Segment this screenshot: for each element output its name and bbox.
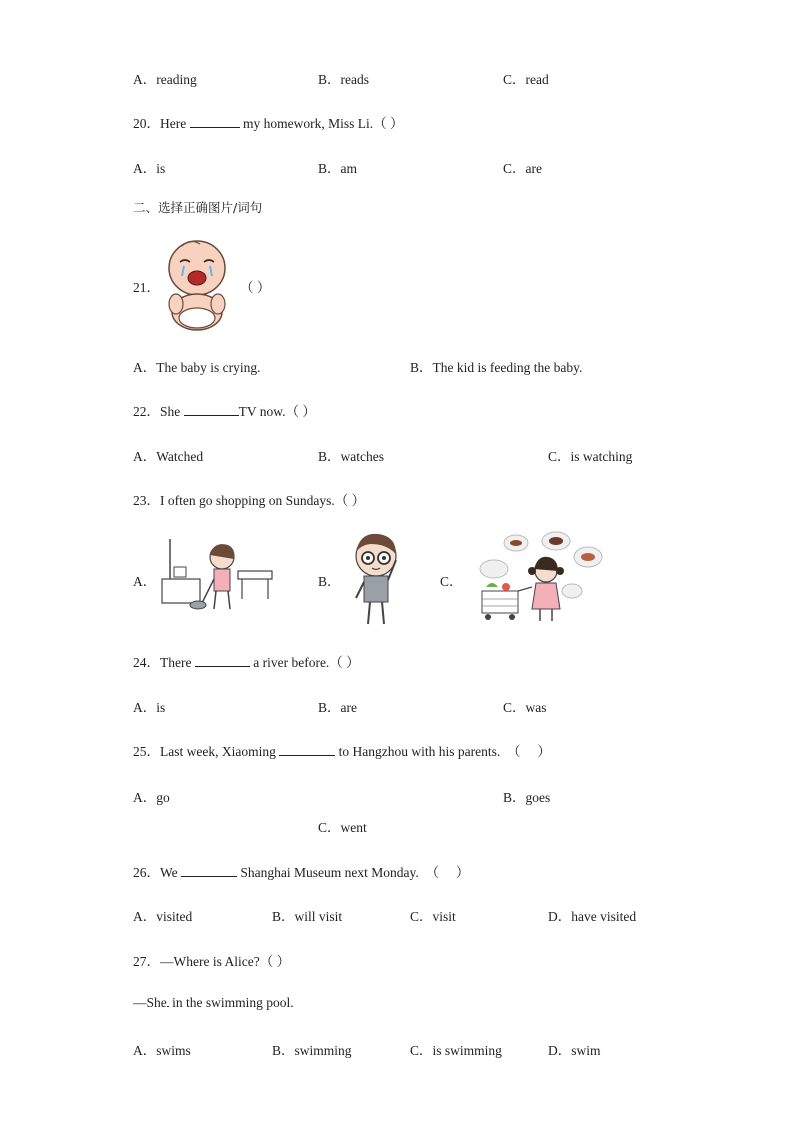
q23-option-b-label: B． — [318, 574, 341, 589]
q24-number: 24． — [133, 655, 160, 670]
crying-baby-icon — [160, 234, 234, 332]
q21-number: 21． — [133, 280, 160, 295]
q27-line2-before: —She — [133, 995, 167, 1010]
q27-option-c: C．is swimming — [410, 1043, 502, 1058]
q24-text-before: There — [160, 655, 195, 670]
q19-option-a: A．reading — [133, 72, 197, 87]
q20-option-b: B．am — [318, 161, 357, 176]
section-2-title: 二、选择正确图片/词句 — [133, 200, 263, 215]
q26-question — [133, 861, 469, 881]
q21-option-b: B．The kid is feeding the baby. — [410, 360, 583, 375]
q22-option-c: C．is watching — [548, 449, 633, 464]
q25-question — [133, 740, 551, 760]
q27-option-d: D．swim — [548, 1043, 601, 1058]
q27-option-a: A．swims — [133, 1043, 191, 1058]
q21-answer-paren: （ ） — [240, 280, 271, 295]
q22-number: 22． — [133, 404, 160, 419]
q20-text-after: my homework, Miss Li.（ ） — [239, 116, 404, 131]
q26-option-c: C．visit — [410, 909, 456, 924]
q27-answer-line — [133, 994, 294, 1011]
q24-option-b: B．are — [318, 700, 357, 715]
q20-option-a: A．is — [133, 161, 166, 176]
q23-option-c-label: C． — [440, 574, 463, 589]
q26-text-before: We — [160, 865, 182, 880]
q23-text: I often go shopping on Sundays.（ ） — [160, 493, 366, 508]
q26-option-a: A．visited — [133, 909, 193, 924]
q22-question — [133, 400, 316, 420]
q26-number: 26． — [133, 865, 160, 880]
q24-option-c: C．was — [503, 700, 547, 715]
q25-option-c: C．went — [318, 820, 367, 835]
q23-question — [133, 489, 365, 509]
q25-blank — [279, 743, 335, 756]
q23-number: 23． — [133, 493, 160, 508]
q25-option-a: A．go — [133, 790, 170, 805]
q19-option-b: B．reads — [318, 72, 369, 87]
boy-thinking-icon — [346, 530, 408, 628]
q27-option-b: B．swimming — [272, 1043, 352, 1058]
q24-question — [133, 651, 360, 671]
girl-shopping-icon — [472, 527, 608, 625]
q26-text-after: Shanghai Museum next Monday. （ ） — [237, 865, 470, 880]
q22-blank — [184, 403, 239, 416]
q26-option-b: B．will visit — [272, 909, 343, 924]
q25-option-b: B．goes — [503, 790, 551, 805]
q27-text: —Where is Alice?（ ） — [160, 954, 291, 969]
girl-vacuuming-icon — [158, 535, 276, 619]
q20-number: 20． — [133, 116, 160, 131]
q23-option-a-label: A． — [133, 574, 157, 589]
q20-question — [133, 112, 403, 132]
q27-line2-after: in the swimming pool. — [168, 995, 294, 1010]
q27-number: 27． — [133, 954, 160, 969]
q22-option-a: A．Watched — [133, 449, 204, 464]
q25-number: 25． — [133, 744, 160, 759]
q20-option-c: C．are — [503, 161, 542, 176]
q22-text-before: She — [160, 404, 184, 419]
q24-blank — [195, 654, 250, 667]
q19-option-c: C．read — [503, 72, 549, 87]
q26-option-d: D．have visited — [548, 909, 637, 924]
q26-blank — [181, 864, 237, 877]
q24-option-a: A．is — [133, 700, 166, 715]
q27-question — [133, 950, 290, 970]
q24-text-after: a river before.（ ） — [249, 655, 360, 670]
q25-text-after: to Hangzhou with his parents. （ ） — [335, 744, 551, 759]
q21-option-a: A．The baby is crying. — [133, 360, 261, 375]
q22-text-after: TV now.（ ） — [238, 404, 316, 419]
q20-text-before: Here — [160, 116, 190, 131]
q22-option-b: B．watches — [318, 449, 384, 464]
q25-text-before: Last week, Xiaoming — [160, 744, 280, 759]
q20-blank — [190, 115, 240, 128]
